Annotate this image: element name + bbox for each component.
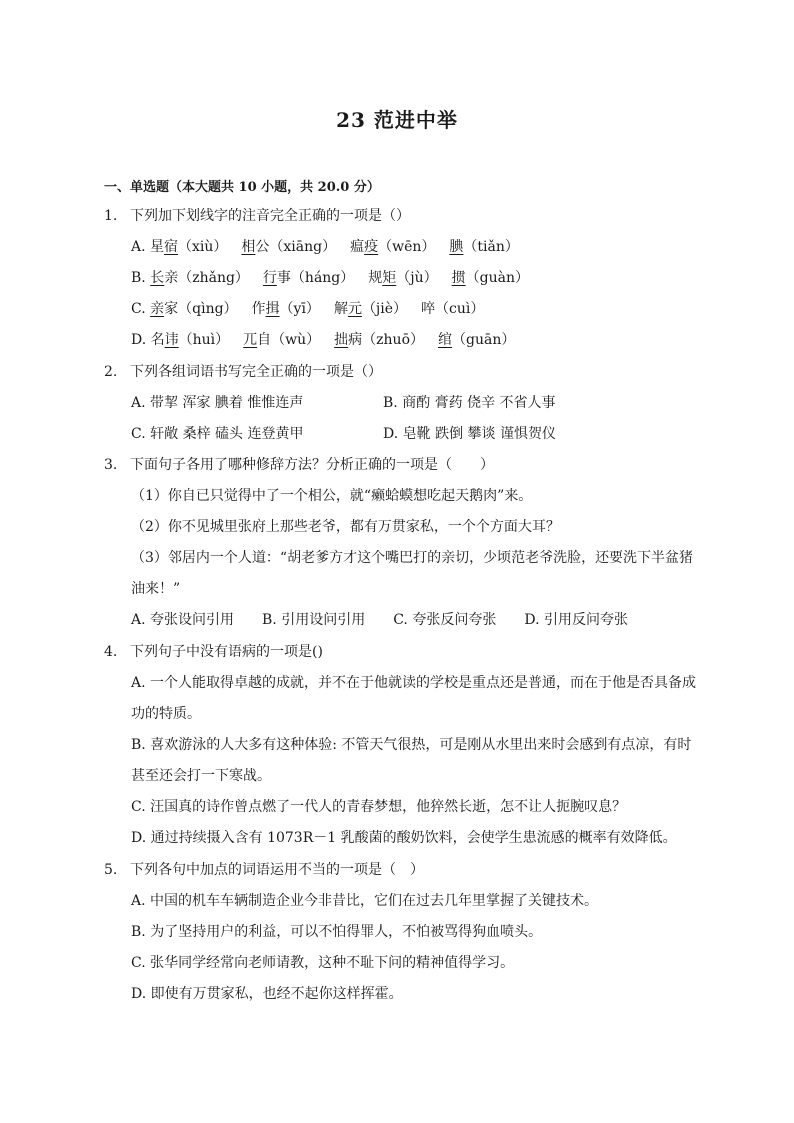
- question-stem: 下列句子中没有语病的一项是(): [130, 644, 323, 660]
- q4-option-c: C. 汪国真的诗作曾点燃了一代人的青春梦想，他猝然长逝，怎不让人扼腕叹息？: [131, 799, 627, 815]
- q3-sentence-2: （2）你不见城里张府上那些老爷，都有万贯家私，一个个方面大耳？: [131, 519, 560, 535]
- document-title: 23 范进中举: [336, 108, 458, 132]
- question-stem: 下列各句中加点的词语运用不当的一项是（ ）: [130, 862, 424, 878]
- q4-option-a: A. 一个人能取得卓越的成就，并不在于他就读的学校是重点还是普通，而在于他是否具备成功的特质。: [131, 675, 697, 722]
- q5-option-b: B. 为了坚持用户的利益，可以不怕得罪人，不怕被骂得狗血喷头。: [131, 924, 543, 940]
- q3-options: [131, 605, 628, 636]
- question-stem: 下列各组词语书写完全正确的一项是（）: [130, 364, 382, 380]
- q1-option-c: C. 亲家（qìng） 作揖（yī） 解元（jiè） 啐（cuì）: [131, 301, 485, 317]
- question-stem: 下面句子各用了哪种修辞方法？分析正确的一项是（ ）: [130, 457, 494, 473]
- q3-option-d: D. 引用反问夸张: [524, 612, 628, 628]
- question-4: [104, 637, 704, 668]
- q2-option-b: B. 商酌 膏药 侥辛 不省人事: [383, 395, 556, 411]
- question-number: 4.: [104, 644, 118, 660]
- question-number: 3.: [104, 457, 118, 473]
- q3-sentence-1: （1）你自已只觉得中了一个相公，就“癞蛤蟆想吃起天鹅肉”来。: [131, 488, 533, 504]
- q1-option-a: A. 星宿（xiù） 相公（xiāng） 瘟疫（wēn） 腆（tiǎn）: [131, 239, 519, 255]
- q4-option-d: D. 通过持续摄入含有 1073R－1 乳酸菌的酸奶饮料，会使学生患流感的概率有效降低。: [131, 830, 677, 846]
- question-2: [104, 357, 704, 388]
- question-number: 1.: [104, 208, 118, 224]
- q2-option-d: D. 皂靴 跌倒 攀谈 谨惧贺仪: [383, 426, 556, 442]
- q1-option-b: B. 长亲（zhǎng） 行事（háng） 规矩（jù） 掼（guàn）: [131, 270, 529, 286]
- q2-option-a: A. 带挈 浑家 腆着 惟惟连声: [131, 395, 304, 411]
- q1-option-d: D. 名讳（huì） 兀自（wù） 拙病（zhuō） 绾（guān）: [131, 332, 516, 348]
- question-3: [104, 450, 704, 481]
- section-heading: 一、单选题（本大题共 10 小题，共 20.0 分）: [104, 180, 380, 195]
- q3-option-c: C. 夸张反问夸张: [393, 612, 497, 628]
- q4-option-b: B. 喜欢游泳的人大多有这种体验: 不管天气很热，可是刚从水里出来时会感到有点凉，有时甚至还会打一下寒战。: [131, 737, 692, 784]
- question-number: 5.: [104, 862, 118, 878]
- question-5: [104, 855, 704, 886]
- question-number: 2.: [104, 364, 118, 380]
- q5-option-d: D. 即使有万贯家私，也经不起你这样挥霍。: [131, 986, 403, 1002]
- q5-option-a: A. 中国的机车车辆制造企业今非昔比，它们在过去几年里掌握了关键技术。: [131, 893, 599, 909]
- q3-sentence-3: （3）邻居内一个人道：“胡老爹方才这个嘴巴打的亲切，少顷范老爷洗脸，还要洗下半盆猪油来！”: [131, 550, 694, 597]
- question-1: [104, 201, 704, 232]
- q5-option-c: C. 张华同学经常向老师请教，这种不耻下问的精神值得学习。: [131, 955, 515, 971]
- q2-option-c: C. 轩敞 桑梓 磕头 连登黄甲: [131, 426, 304, 442]
- q3-option-b: B. 引用设问引用: [262, 612, 366, 628]
- q3-option-a: A. 夸张设问引用: [131, 612, 235, 628]
- question-stem: 下列加下划线字的注音完全正确的一项是（）: [130, 208, 410, 224]
